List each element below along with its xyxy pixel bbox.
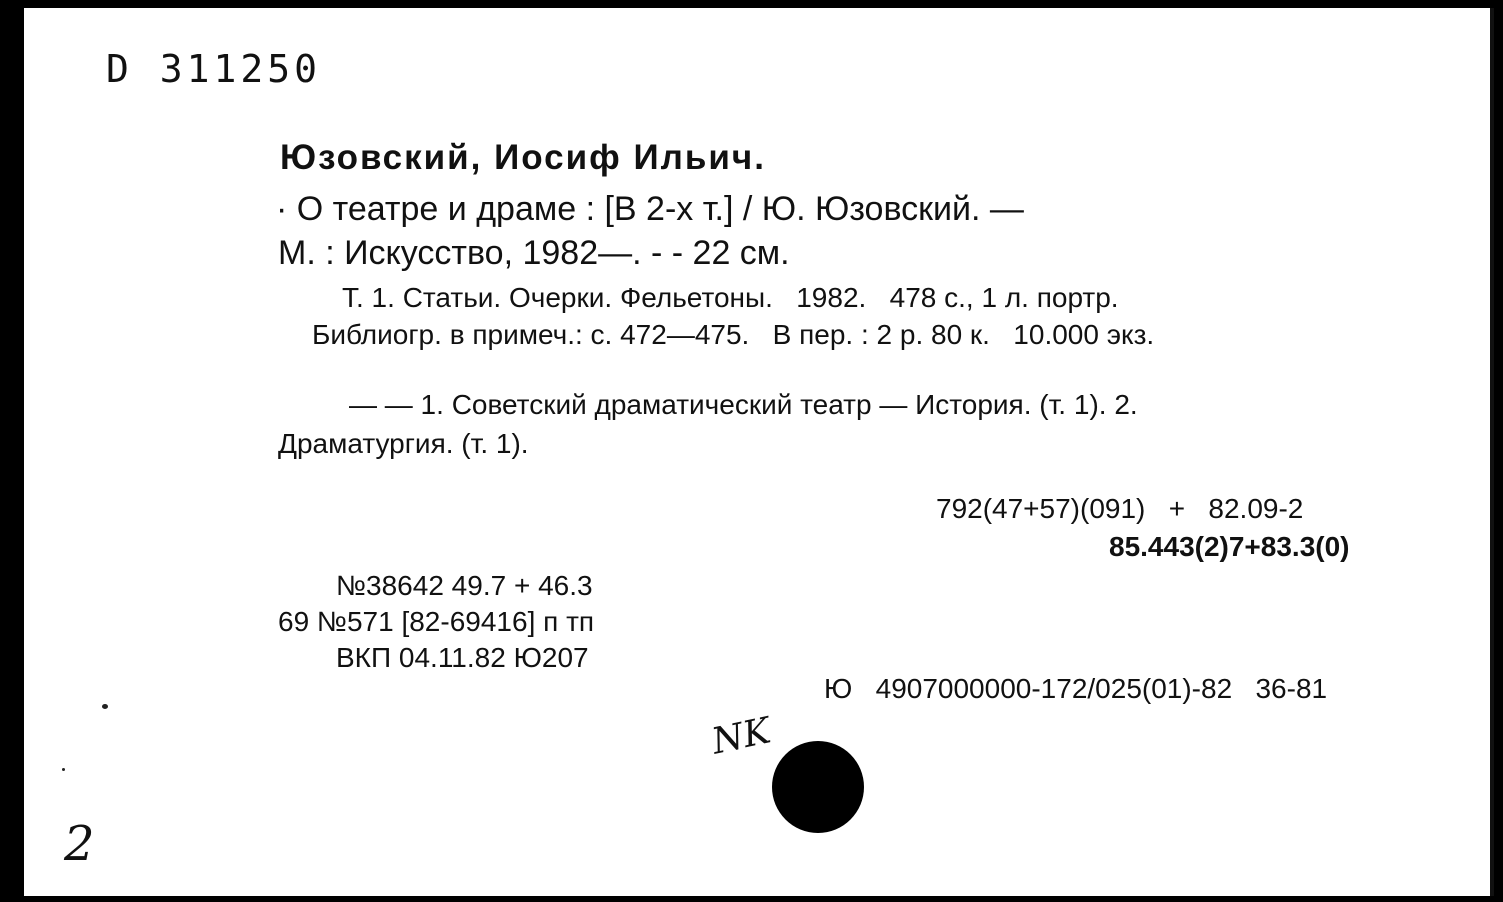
- speck: [102, 704, 108, 709]
- classification-line-2: 85.443(2)7+83.3(0): [1109, 531, 1350, 562]
- subjects-line-1: — — 1. Советский драматический театр — История. (т. 1). 2.: [349, 389, 1138, 420]
- volume-line-2: Библиогр. в примеч.: с. 472—475. В пер. : 2 р. 80 к. 10.000 экз.: [312, 319, 1155, 350]
- isbn-line: Ю 4907000000-172/025(01)-82 36-81: [824, 673, 1328, 704]
- order-line-1: №38642 49.7 + 46.3: [336, 570, 593, 601]
- order-line-3: ВКП 04.11.82 Ю207: [336, 642, 589, 673]
- classification-line-1: 792(47+57)(091) + 82.09-2: [936, 493, 1304, 524]
- call-number: D 311250: [106, 47, 322, 91]
- catalog-card: [24, 8, 1490, 896]
- card-edge: [1490, 8, 1494, 896]
- title-line-1: · О театре и драме : [В 2-х т.] / Ю. Юзовский. —: [276, 190, 1024, 228]
- volume-line-1: Т. 1. Статьи. Очерки. Фельетоны. 1982. 478 с., 1 л. портр.: [342, 282, 1119, 313]
- stamp-dot: [772, 741, 864, 833]
- order-line-2: 69 №571 [82-69416] п тп: [278, 606, 595, 637]
- author-heading: Юзовский, Иосиф Ильич.: [280, 138, 766, 177]
- handwritten-initials: NK: [708, 710, 775, 763]
- subjects-line-2: Драматургия. (т. 1).: [278, 428, 529, 459]
- handwritten-number: 2: [64, 816, 95, 872]
- speck: [62, 768, 65, 771]
- title-line-2: М. : Искусство, 1982—. - - 22 см.: [278, 234, 790, 272]
